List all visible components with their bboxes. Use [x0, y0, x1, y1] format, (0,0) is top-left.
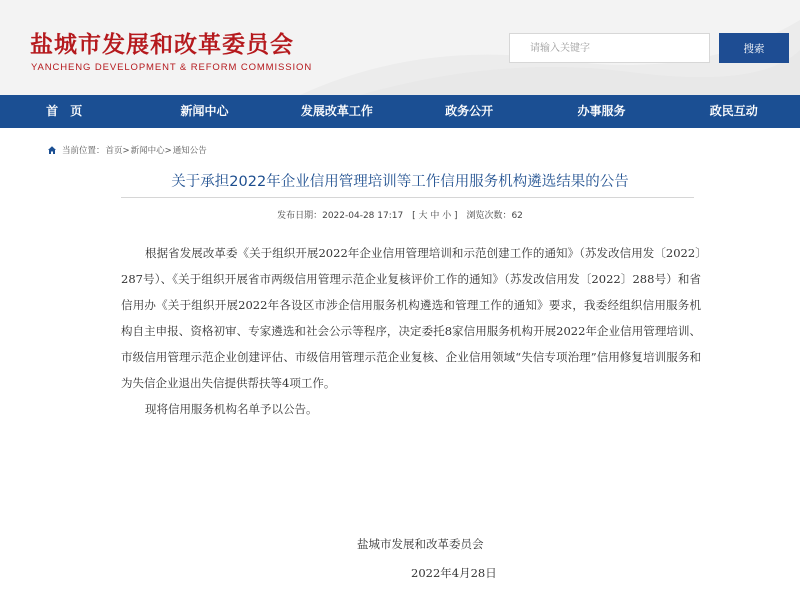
nav-item-news[interactable]: 新闻中心 — [180, 104, 229, 118]
nav-item-interaction[interactable]: 政民互动 — [709, 104, 758, 118]
breadcrumb — [47, 144, 208, 156]
title-divider — [121, 197, 694, 198]
search-button[interactable]: 搜索 — [719, 33, 789, 63]
nav-item-reform[interactable]: 发展改革工作 — [300, 104, 373, 118]
publish-date: 2022-04-28 17:17 — [322, 211, 404, 221]
main-nav — [0, 95, 800, 128]
signature-org: 盐城市发展和改革委员会 — [357, 537, 484, 551]
article-body — [121, 240, 701, 422]
nav-item-services[interactable]: 办事服务 — [577, 104, 626, 118]
search-input[interactable] — [509, 33, 710, 63]
article-meta — [0, 208, 800, 221]
views-count: 62 — [511, 211, 523, 221]
article-title: 关于承担2022年企业信用管理培训等工作信用服务机构遴选结果的公告 — [171, 174, 629, 190]
site-logo-title[interactable]: 盐城市发展和改革委员会 — [30, 32, 294, 58]
nav-item-home[interactable]: 首 页 — [46, 104, 87, 118]
home-icon — [47, 145, 57, 155]
publish-label: 发布日期： — [277, 211, 323, 221]
site-header — [0, 0, 800, 95]
signature-date: 2022年4月28日 — [411, 566, 497, 580]
article-paragraph: 根据省发展改革委《关于组织开展2022年企业信用管理培训和示范创建工作的通知》（苏发改信用发〔2022〕287号）、《关于组织开展省市两级信用管理示范企业复核评价工作的通知》（苏发改信用发〔2022〕288号）和省信用办《关于组织开展2022年各设区市涉企信用服务机构遴选和管理工作的通知》要求，我委经组织信用服务机构自主申报、资格初审、专家遴选和社会公示等程序，决定委托8家信用服务机构开展2022年企业信用管理培训、市级信用管理示范企业创建评估、市级信用管理示范企业复核、企业信用领域“失信专项治理”信用修复培训服务和为失信企业退出失信提供帮扶等4项工作。 — [121, 246, 701, 390]
nav-item-affairs[interactable]: 政务公开 — [445, 104, 494, 118]
breadcrumb-prefix: 当前位置： — [62, 146, 105, 156]
breadcrumb-home[interactable]: 首页> — [105, 146, 130, 156]
breadcrumb-notices[interactable]: 通知公告 — [172, 146, 207, 156]
views-label: 浏览次数： — [466, 211, 512, 221]
site-logo-subtitle: YANCHENG DEVELOPMENT & REFORM COMMISSION — [31, 62, 313, 73]
breadcrumb-news[interactable]: 新闻中心> — [130, 146, 172, 156]
font-size-control[interactable]: [ 大 中 小 ] — [412, 211, 458, 221]
article-paragraph: 现将信用服务机构名单予以公告。 — [145, 402, 318, 416]
